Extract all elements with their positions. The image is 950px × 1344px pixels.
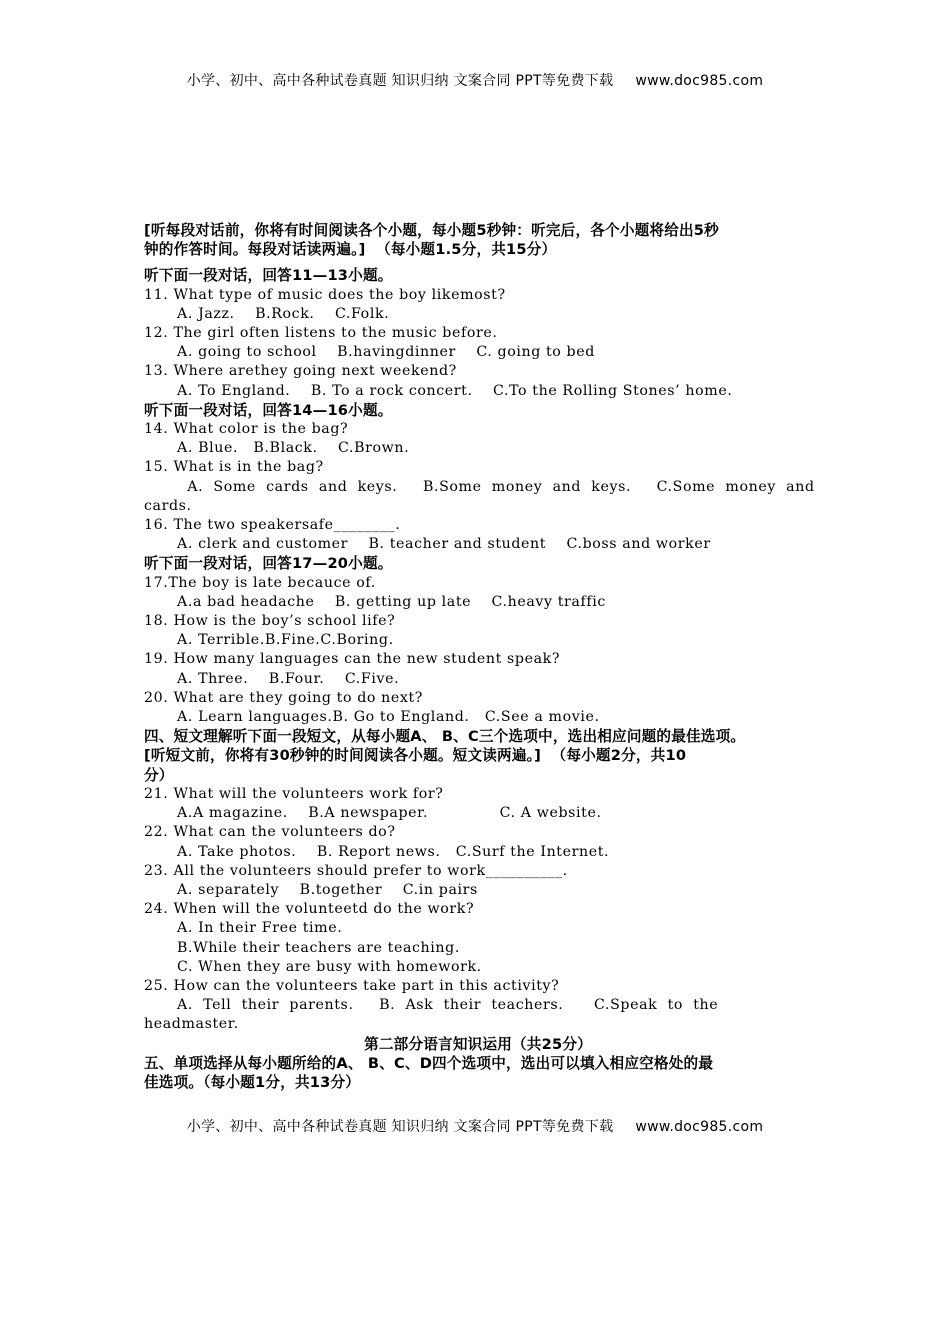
page-footer [0, 1116, 950, 1136]
question-line: C. When they are busy with homework. [177, 958, 482, 975]
question-line: headmaster. [144, 1016, 239, 1033]
question-line: 22. What can the volunteers do? [144, 824, 396, 841]
question-line: 24. When will the volunteetd do the work? [144, 901, 475, 918]
question-line: 12. The girl often listens to the music before. [144, 325, 498, 342]
section-heading: 分） [144, 766, 174, 784]
section-heading: 听下面一段对话，回答11—13小题。 [144, 267, 393, 285]
question-line: B.While their teachers are teaching. [177, 939, 460, 956]
question-line: A.A magazine. B.A newspaper. C. A website. [177, 805, 602, 822]
section-heading: 听下面一段对话，回答17—20小题。 [144, 555, 393, 573]
question-line: A. Three. B.Four. C.Five. [177, 670, 400, 687]
footer-text: 小学、初中、高中各种试卷真题 知识归纳 文案合同 PPT等免费下载 [186, 1119, 614, 1135]
question-line: A. clerk and customer B. teacher and student C.boss and worker [177, 536, 711, 553]
question-line: 16. The two speakersafe________. [144, 517, 401, 534]
question-line: 18. How is the boy’s school life? [144, 613, 396, 630]
question-line: A. Tell their parents. B. Ask their teachers. C.Speak to the [177, 997, 719, 1014]
question-line: 17.The boy is late becauce of. [144, 574, 376, 591]
page-header [0, 70, 950, 90]
question-line: 20. What are they going to do next? [144, 689, 423, 706]
question-line: A. In their Free time. [177, 920, 343, 937]
question-line: A. Blue. B.Black. C.Brown. [177, 440, 410, 457]
question-line: A. Terrible.B.Fine.C.Boring. [177, 632, 394, 649]
section-heading: 佳选项。（每小题1分，共13分） [144, 1073, 361, 1091]
question-line: cards. [144, 497, 192, 514]
question-line: A. separately B.together C.in pairs [177, 881, 478, 898]
section-heading: 听下面一段对话，回答14—16小题。 [144, 401, 393, 419]
question-line: A. To England. B. To a rock concert. C.To the Rolling Stones’ home. [177, 382, 733, 399]
question-line: 11. What type of music does the boy likemost? [144, 286, 506, 303]
question-line: A. Jazz. B.Rock. C.Folk. [177, 305, 390, 322]
question-line: A. Some cards and keys. B.Some money and keys. C.Some money and [177, 478, 815, 495]
section-heading: 四、短文理解听下面一段短文，从每小题A、 B、C三个选项中，选出相应问题的最佳选项。 [144, 728, 746, 746]
section-heading: [听每段对话前，你将有时间阅读各个小题，每小题5秒钟：听完后，各个小题将给出5秒 [144, 222, 719, 239]
question-line: 19. How many languages can the new student speak? [144, 651, 561, 668]
question-line: A. Take photos. B. Report news. C.Surf the Internet. [177, 843, 610, 860]
spacer [144, 259, 812, 266]
section-heading: [听短文前，你将有30秒钟的时间阅读各小题。短文读两遍。] （每小题2分，共10 [144, 747, 687, 765]
header-url[interactable]: www.doc985.com [635, 73, 764, 89]
footer-url[interactable]: www.doc985.com [635, 1119, 764, 1135]
exam-content [144, 221, 815, 1092]
question-line: A. going to school B.havingdinner C. going to bed [177, 344, 595, 361]
question-line: 25. How can the volunteers take part in this activity? [144, 977, 560, 994]
section-heading: 五、单项选择从每小题所给的A、 B、C、D四个选项中，选出可以填入相应空格处的最 [144, 1054, 714, 1072]
section-heading: 第二部分语言知识运用（共25分） [364, 1035, 592, 1053]
question-line: 15. What is in the bag? [144, 459, 324, 476]
question-line: A. Learn languages.B. Go to England. C.See a movie. [177, 709, 600, 726]
question-line: 21. What will the volunteers work for? [144, 785, 444, 802]
header-text: 小学、初中、高中各种试卷真题 知识归纳 文案合同 PPT等免费下载 [186, 73, 614, 89]
section-heading: 钟的作答时间。每段对话读两遍。] （每小题1.5分，共15分） [144, 241, 557, 259]
question-line: 14. What color is the bag? [144, 421, 349, 438]
question-line: 23. All the volunteers should prefer to work__________. [144, 862, 568, 879]
question-line: 13. Where arethey going next weekend? [144, 363, 457, 380]
question-line: A.a bad headache B. getting up late C.heavy traffic [177, 593, 606, 610]
